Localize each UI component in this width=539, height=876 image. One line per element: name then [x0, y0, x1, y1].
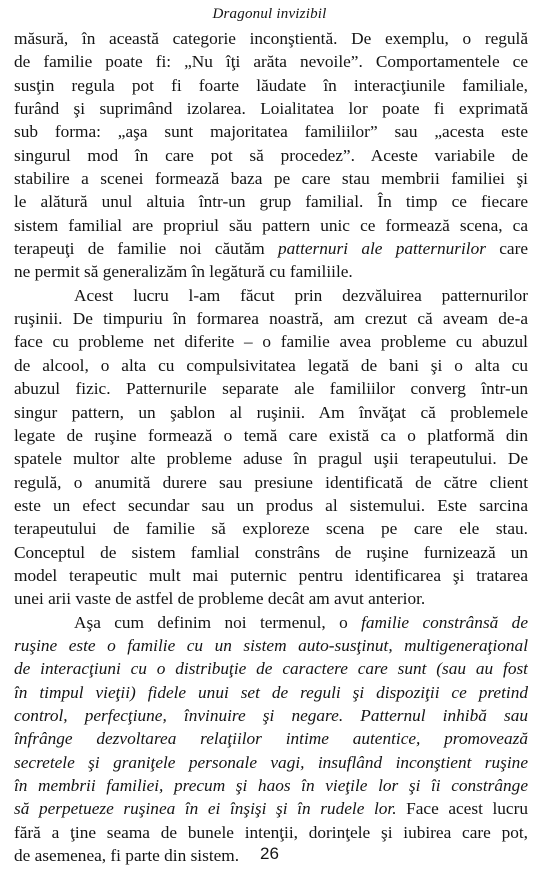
text-line [14, 494, 528, 517]
text-segment: stabilire a scenei formează baza pe care stau membrii familiei şi [14, 169, 528, 189]
text-line [14, 517, 528, 540]
italic-text: patternuri ale patternurilor [278, 239, 486, 259]
text-segment: ruşinii. De timpuriu în formarea noastră, am crezut că aveam de-a [14, 309, 528, 329]
text-line [14, 587, 528, 610]
italic-text: în membrii familiei, precum şi haos în vieţile lor şi îi constrânge [14, 776, 528, 795]
text-line [14, 167, 528, 190]
text-line [14, 424, 528, 447]
italic-text: secretele şi graniţele personale vagi, insuflând inconştient ruşine [14, 752, 528, 772]
text-line [14, 27, 528, 50]
italic-text: să perpetueze ruşinea în ei înşişi şi în rudele lor. [14, 799, 397, 819]
text-segment: le alătură unul altuia într-un grup familial. În timp ce fiecare [14, 192, 528, 212]
text-line [14, 144, 528, 167]
text-line [14, 97, 528, 120]
text-line [14, 74, 528, 97]
text-segment: susţin regula pot fi foarte lăudate în interacţiunile familiale, [14, 75, 528, 95]
text-segment: ne permit să generalizăm în legătură cu familiile. [14, 262, 353, 282]
italic-text: înfrânge dezvoltarea relaţiilor intime autentice, promovează [14, 729, 528, 749]
paragraph [14, 284, 528, 611]
text-segment: care [485, 239, 528, 259]
text-segment: terapeutului de familie să exploreze scena pe care ele stau. [14, 519, 528, 539]
text-segment: singur pattern, un şablon al ruşinii. Am învăţat că problemele [14, 402, 528, 422]
text-line [14, 377, 528, 400]
italic-text: control, perfecţiune, învinuire şi negare. Patternul inhibă sau [14, 705, 528, 725]
italic-text: de interacţiuni cu o distribuţie de caractere care sunt (sau au fost [14, 659, 528, 679]
text-segment: de alcool, o alta cu compulsivitatea legată de bani şi o alta cu [14, 355, 528, 375]
text-segment: sub forma: „aşa sunt majoritatea familiilor” sau „acesta este [14, 122, 528, 142]
text-segment: măsură, în această categorie inconştientă. De exemplu, o regulă [14, 29, 528, 48]
text-line [14, 797, 528, 820]
text-line [14, 751, 528, 774]
text-line [14, 330, 528, 353]
text-line [14, 354, 528, 377]
text-segment: Aşa cum definim noi termenul, o [74, 612, 362, 632]
text-line [14, 774, 528, 797]
paragraph [14, 611, 528, 868]
running-header: Dragonul invizibil [212, 6, 327, 22]
page-body [14, 27, 528, 867]
text-segment: este un efect secundar sau un produs al sistemului. Este sarcina [14, 495, 528, 515]
text-line [14, 541, 528, 564]
italic-text: ruşine este o familie cu un sistem auto-susţinut, multigeneraţional [14, 635, 528, 655]
text-segment: Conceptul de sistem famlial constrâns de ruşine furnizează un [14, 542, 528, 562]
text-segment: spatele multor alte probleme aduse în pragul uşii terapeutului. De [14, 449, 528, 469]
text-line [14, 214, 528, 237]
text-segment: Face acest lucru [396, 799, 528, 819]
text-segment: terapeuţi de familie noi căutăm [14, 239, 278, 259]
text-segment: face cu probleme net diferite – o familie avea probleme cu abuzul [14, 332, 528, 352]
text-line [14, 471, 528, 494]
text-segment: singurul mod în care pot să procedez”. Aceste variabile de [14, 145, 528, 165]
text-segment: model terapeutic mult mai puternic pentru identificarea şi tratarea [14, 565, 528, 585]
text-segment: unei arii vaste de astfel de probleme decât am avut anterior. [14, 589, 426, 609]
text-line [14, 657, 528, 680]
text-line [14, 284, 528, 307]
text-line [14, 50, 528, 73]
text-line [14, 190, 528, 213]
text-segment: Acest lucru l-am făcut prin dezvăluirea patternurilor [74, 285, 528, 305]
text-line [14, 120, 528, 143]
text-line [14, 237, 528, 260]
text-line [14, 260, 528, 283]
text-line [14, 727, 528, 750]
text-segment: abuzul fizic. Patternurile separate ale familiilor converg într-un [14, 379, 528, 399]
italic-text: în timpul vieţii) fidele unui set de reguli şi dispoziţii ce pretind [14, 682, 528, 702]
text-line [14, 821, 528, 844]
text-segment: sistem familial are propriul său pattern unic ce formează scena, ca [14, 215, 528, 235]
text-line [14, 611, 528, 634]
text-segment: de asemenea, fi parte din sistem. [14, 846, 240, 866]
text-segment: legate de ruşine formează o temă care există ca o platformă din [14, 425, 528, 445]
italic-text: familie constrânsă de [361, 612, 528, 632]
text-segment: furând şi suprimând izolarea. Loialitatea lor poate fi exprimată [14, 99, 528, 119]
text-segment: regulă, o anumită durere sau presiune identificată de către client [14, 472, 528, 492]
text-line [14, 307, 528, 330]
text-line [14, 634, 528, 657]
text-line [14, 681, 528, 704]
text-line [14, 401, 528, 424]
text-line [14, 704, 528, 727]
text-line [14, 447, 528, 470]
text-segment: fără a ţine seama de bunele intenţii, dorinţele şi iubirea care pot, [14, 822, 528, 842]
paragraph [14, 27, 528, 284]
text-segment: de familie poate fi: „Nu îţi arăta nevoile”. Comportamentele ce [14, 52, 528, 72]
text-line [14, 564, 528, 587]
page-number: 26 [260, 844, 279, 863]
